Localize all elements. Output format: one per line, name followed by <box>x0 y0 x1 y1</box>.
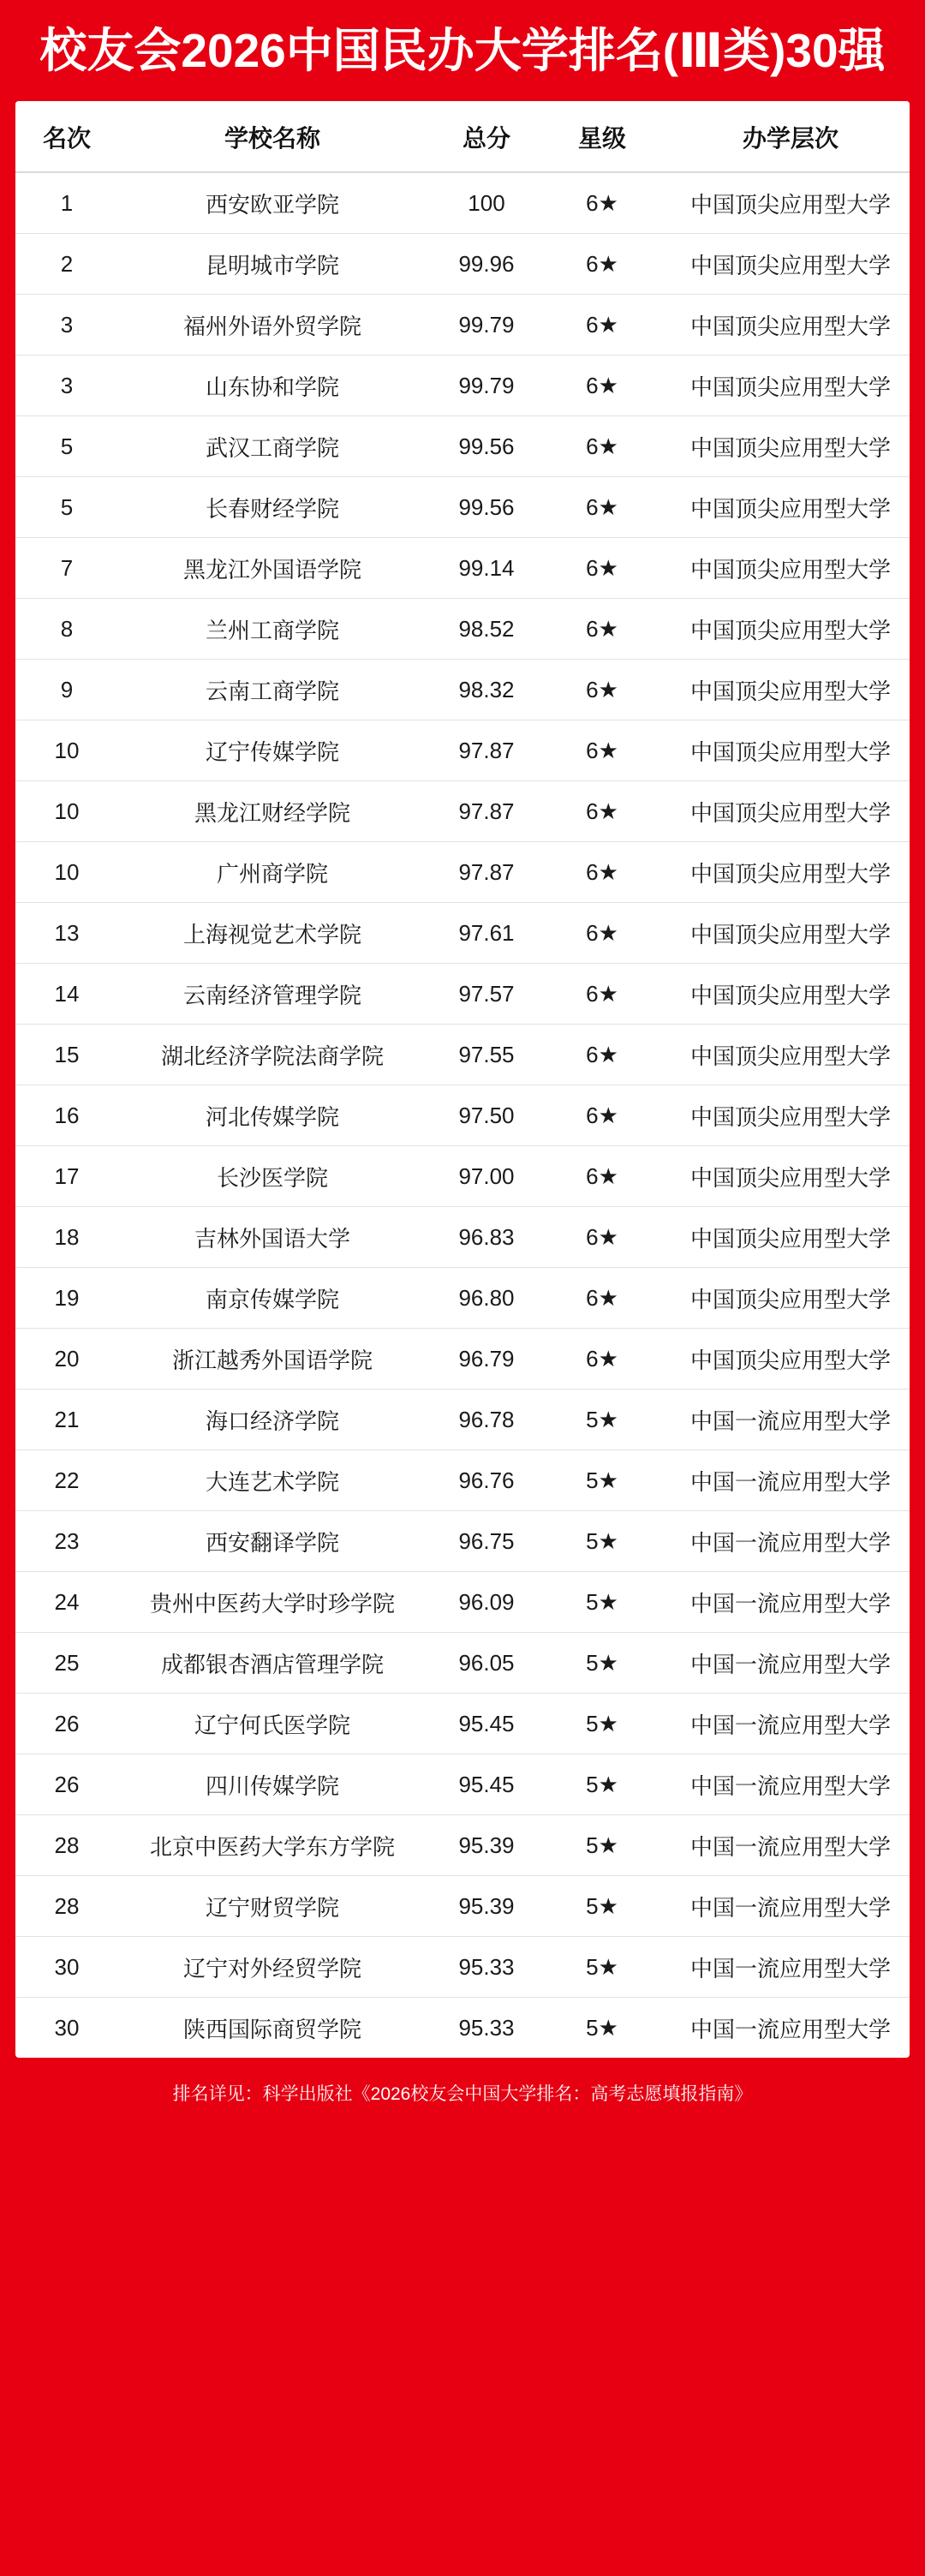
cell-school-name: 上海视觉艺术学院 <box>118 903 427 964</box>
table-row <box>15 720 910 781</box>
cell-star: 5★ <box>546 1694 658 1754</box>
cell-school-name: 吉林外国语大学 <box>118 1207 427 1268</box>
cell-score: 95.33 <box>427 1937 546 1998</box>
cell-school-name: 北京中医药大学东方学院 <box>118 1815 427 1876</box>
cell-school-name: 南京传媒学院 <box>118 1268 427 1329</box>
cell-rank: 30 <box>15 1937 118 1998</box>
cell-rank: 20 <box>15 1329 118 1390</box>
cell-level: 中国顶尖应用型大学 <box>658 295 910 356</box>
cell-school-name: 成都银杏酒店管理学院 <box>118 1633 427 1694</box>
table-row <box>15 1207 910 1268</box>
cell-level: 中国顶尖应用型大学 <box>658 599 910 660</box>
cell-level: 中国一流应用型大学 <box>658 1937 910 1998</box>
cell-score: 99.79 <box>427 356 546 416</box>
cell-star: 6★ <box>546 1329 658 1390</box>
cell-star: 6★ <box>546 1085 658 1146</box>
cell-level: 中国顶尖应用型大学 <box>658 172 910 234</box>
cell-score: 96.79 <box>427 1329 546 1390</box>
cell-level: 中国一流应用型大学 <box>658 1633 910 1694</box>
table-row <box>15 1268 910 1329</box>
cell-star: 6★ <box>546 781 658 842</box>
cell-score: 97.61 <box>427 903 546 964</box>
cell-school-name: 武汉工商学院 <box>118 416 427 477</box>
cell-star: 6★ <box>546 1025 658 1085</box>
table-row <box>15 1085 910 1146</box>
table-header-row <box>15 101 910 172</box>
cell-level: 中国顶尖应用型大学 <box>658 720 910 781</box>
cell-rank: 21 <box>15 1390 118 1450</box>
cell-level: 中国顶尖应用型大学 <box>658 781 910 842</box>
column-header-star: 星级 <box>546 101 658 172</box>
cell-score: 99.56 <box>427 416 546 477</box>
cell-score: 99.96 <box>427 234 546 295</box>
cell-level: 中国顶尖应用型大学 <box>658 964 910 1025</box>
cell-level: 中国一流应用型大学 <box>658 1390 910 1450</box>
cell-score: 97.87 <box>427 720 546 781</box>
cell-star: 6★ <box>546 234 658 295</box>
cell-school-name: 西安翻译学院 <box>118 1511 427 1572</box>
page-title: 校友会2026中国民办大学排名(Ⅲ类)30强 <box>39 23 886 77</box>
cell-rank: 13 <box>15 903 118 964</box>
cell-school-name: 黑龙江财经学院 <box>118 781 427 842</box>
table-row <box>15 1937 910 1998</box>
column-header-rank: 名次 <box>15 101 118 172</box>
cell-rank: 22 <box>15 1450 118 1511</box>
cell-school-name: 海口经济学院 <box>118 1390 427 1450</box>
cell-school-name: 辽宁传媒学院 <box>118 720 427 781</box>
cell-star: 6★ <box>546 172 658 234</box>
cell-star: 6★ <box>546 356 658 416</box>
cell-level: 中国一流应用型大学 <box>658 1815 910 1876</box>
cell-star: 5★ <box>546 1511 658 1572</box>
cell-rank: 15 <box>15 1025 118 1085</box>
cell-star: 6★ <box>546 599 658 660</box>
table-row <box>15 781 910 842</box>
cell-star: 5★ <box>546 1633 658 1694</box>
cell-school-name: 辽宁对外经贸学院 <box>118 1937 427 1998</box>
cell-school-name: 山东协和学院 <box>118 356 427 416</box>
cell-rank: 14 <box>15 964 118 1025</box>
cell-star: 6★ <box>546 1146 658 1207</box>
cell-star: 5★ <box>546 1815 658 1876</box>
cell-school-name: 云南经济管理学院 <box>118 964 427 1025</box>
cell-school-name: 湖北经济学院法商学院 <box>118 1025 427 1085</box>
cell-level: 中国一流应用型大学 <box>658 1450 910 1511</box>
table-row <box>15 538 910 599</box>
table-row <box>15 1815 910 1876</box>
cell-star: 6★ <box>546 477 658 538</box>
table-row <box>15 1572 910 1633</box>
cell-score: 100 <box>427 172 546 234</box>
table-row <box>15 416 910 477</box>
cell-star: 6★ <box>546 1207 658 1268</box>
cell-score: 95.45 <box>427 1754 546 1815</box>
cell-level: 中国顶尖应用型大学 <box>658 416 910 477</box>
cell-star: 5★ <box>546 1572 658 1633</box>
cell-level: 中国顶尖应用型大学 <box>658 842 910 903</box>
cell-level: 中国一流应用型大学 <box>658 1876 910 1937</box>
column-header-school-name: 学校名称 <box>118 101 427 172</box>
table-row <box>15 1694 910 1754</box>
cell-rank: 3 <box>15 295 118 356</box>
cell-score: 97.57 <box>427 964 546 1025</box>
table-row <box>15 356 910 416</box>
cell-school-name: 辽宁何氏医学院 <box>118 1694 427 1754</box>
cell-star: 6★ <box>546 416 658 477</box>
cell-rank: 16 <box>15 1085 118 1146</box>
cell-level: 中国顶尖应用型大学 <box>658 1329 910 1390</box>
cell-level: 中国顶尖应用型大学 <box>658 1268 910 1329</box>
cell-star: 6★ <box>546 903 658 964</box>
table-row <box>15 1025 910 1085</box>
cell-rank: 10 <box>15 842 118 903</box>
cell-rank: 26 <box>15 1694 118 1754</box>
cell-level: 中国顶尖应用型大学 <box>658 1207 910 1268</box>
cell-rank: 10 <box>15 720 118 781</box>
cell-score: 97.00 <box>427 1146 546 1207</box>
cell-star: 6★ <box>546 295 658 356</box>
cell-rank: 19 <box>15 1268 118 1329</box>
cell-star: 5★ <box>546 1754 658 1815</box>
cell-score: 96.05 <box>427 1633 546 1694</box>
cell-rank: 28 <box>15 1876 118 1937</box>
cell-rank: 25 <box>15 1633 118 1694</box>
cell-level: 中国顶尖应用型大学 <box>658 1085 910 1146</box>
cell-star: 6★ <box>546 538 658 599</box>
table-row <box>15 1633 910 1694</box>
cell-score: 95.39 <box>427 1876 546 1937</box>
cell-level: 中国一流应用型大学 <box>658 1572 910 1633</box>
cell-score: 95.39 <box>427 1815 546 1876</box>
cell-score: 97.87 <box>427 842 546 903</box>
cell-rank: 5 <box>15 477 118 538</box>
cell-star: 6★ <box>546 1268 658 1329</box>
footer-note: 排名详见：科学出版社《2026校友会中国大学排名：高考志愿填报指南》 <box>172 2084 753 2104</box>
cell-rank: 26 <box>15 1754 118 1815</box>
table-row <box>15 1450 910 1511</box>
cell-score: 96.83 <box>427 1207 546 1268</box>
cell-rank: 10 <box>15 781 118 842</box>
cell-star: 5★ <box>546 1450 658 1511</box>
cell-star: 6★ <box>546 720 658 781</box>
cell-score: 98.32 <box>427 660 546 720</box>
cell-school-name: 黑龙江外国语学院 <box>118 538 427 599</box>
cell-star: 6★ <box>546 660 658 720</box>
table-row <box>15 1146 910 1207</box>
page-title-bar <box>0 0 925 101</box>
table-row <box>15 477 910 538</box>
cell-school-name: 贵州中医药大学时珍学院 <box>118 1572 427 1633</box>
cell-rank: 2 <box>15 234 118 295</box>
ranking-table-container <box>15 101 910 2058</box>
cell-level: 中国一流应用型大学 <box>658 1694 910 1754</box>
cell-star: 5★ <box>546 1390 658 1450</box>
table-row <box>15 1390 910 1450</box>
cell-level: 中国顶尖应用型大学 <box>658 903 910 964</box>
table-row <box>15 599 910 660</box>
cell-score: 99.56 <box>427 477 546 538</box>
cell-school-name: 广州商学院 <box>118 842 427 903</box>
cell-rank: 7 <box>15 538 118 599</box>
cell-school-name: 大连艺术学院 <box>118 1450 427 1511</box>
cell-level: 中国顶尖应用型大学 <box>658 234 910 295</box>
table-row <box>15 172 910 234</box>
cell-rank: 18 <box>15 1207 118 1268</box>
cell-school-name: 福州外语外贸学院 <box>118 295 427 356</box>
cell-score: 97.87 <box>427 781 546 842</box>
cell-school-name: 辽宁财贸学院 <box>118 1876 427 1937</box>
cell-school-name: 西安欧亚学院 <box>118 172 427 234</box>
table-row <box>15 903 910 964</box>
cell-level: 中国顶尖应用型大学 <box>658 1146 910 1207</box>
cell-level: 中国一流应用型大学 <box>689 2017 891 2042</box>
cell-school-name: 长春财经学院 <box>118 477 427 538</box>
ranking-table <box>15 101 910 2058</box>
cell-rank: 17 <box>15 1146 118 1207</box>
cell-score: 96.76 <box>427 1450 546 1511</box>
cell-school-name: 兰州工商学院 <box>118 599 427 660</box>
table-row <box>15 660 910 720</box>
cell-rank: 24 <box>15 1572 118 1633</box>
cell-rank: 1 <box>15 172 118 234</box>
cell-score: 96.75 <box>427 1511 546 1572</box>
table-row <box>15 1754 910 1815</box>
table-row <box>15 842 910 903</box>
cell-school-name: 河北传媒学院 <box>118 1085 427 1146</box>
column-header-level: 办学层次 <box>658 101 910 172</box>
cell-rank: 3 <box>15 356 118 416</box>
cell-level: 中国顶尖应用型大学 <box>658 660 910 720</box>
cell-school-name: 陕西国际商贸学院 <box>182 2017 361 2042</box>
table-row <box>15 1511 910 1572</box>
cell-score: 99.14 <box>427 538 546 599</box>
cell-score: 95.45 <box>427 1694 546 1754</box>
cell-school-name: 浙江越秀外国语学院 <box>118 1329 427 1390</box>
cell-rank: 8 <box>15 599 118 660</box>
cell-level: 中国顶尖应用型大学 <box>658 538 910 599</box>
cell-score: 97.50 <box>427 1085 546 1146</box>
table-row <box>15 1329 910 1390</box>
cell-rank: 5 <box>15 416 118 477</box>
cell-score: 96.09 <box>427 1572 546 1633</box>
table-row <box>15 964 910 1025</box>
table-body <box>15 172 910 2058</box>
table-row <box>15 295 910 356</box>
cell-level: 中国顶尖应用型大学 <box>658 1025 910 1085</box>
cell-score: 98.52 <box>427 599 546 660</box>
cell-level: 中国一流应用型大学 <box>658 1754 910 1815</box>
table-row <box>15 1876 910 1937</box>
cell-score: 96.78 <box>427 1390 546 1450</box>
cell-score: 99.79 <box>427 295 546 356</box>
cell-level: 中国顶尖应用型大学 <box>658 356 910 416</box>
cell-level: 中国顶尖应用型大学 <box>658 477 910 538</box>
cell-score: 96.80 <box>427 1268 546 1329</box>
cell-level: 中国一流应用型大学 <box>658 1511 910 1572</box>
cell-rank: 28 <box>15 1815 118 1876</box>
cell-star: 6★ <box>546 964 658 1025</box>
table-header <box>15 101 910 172</box>
cell-school-name: 云南工商学院 <box>118 660 427 720</box>
cell-star: 6★ <box>546 842 658 903</box>
cell-school-name: 昆明城市学院 <box>118 234 427 295</box>
cell-star: 5★ <box>546 1876 658 1937</box>
cell-star: 5★ <box>546 1937 658 1998</box>
cell-rank: 9 <box>15 660 118 720</box>
cell-star: 5★ <box>586 2015 618 2041</box>
cell-school-name: 四川传媒学院 <box>118 1754 427 1815</box>
cell-score: 95.33 <box>458 2015 515 2041</box>
cell-school-name: 长沙医学院 <box>118 1146 427 1207</box>
column-header-score: 总分 <box>427 101 546 172</box>
table-row <box>15 234 910 295</box>
table-row <box>15 1998 910 2059</box>
cell-rank: 23 <box>15 1511 118 1572</box>
cell-score: 97.55 <box>427 1025 546 1085</box>
cell-rank: 30 <box>54 2015 80 2041</box>
